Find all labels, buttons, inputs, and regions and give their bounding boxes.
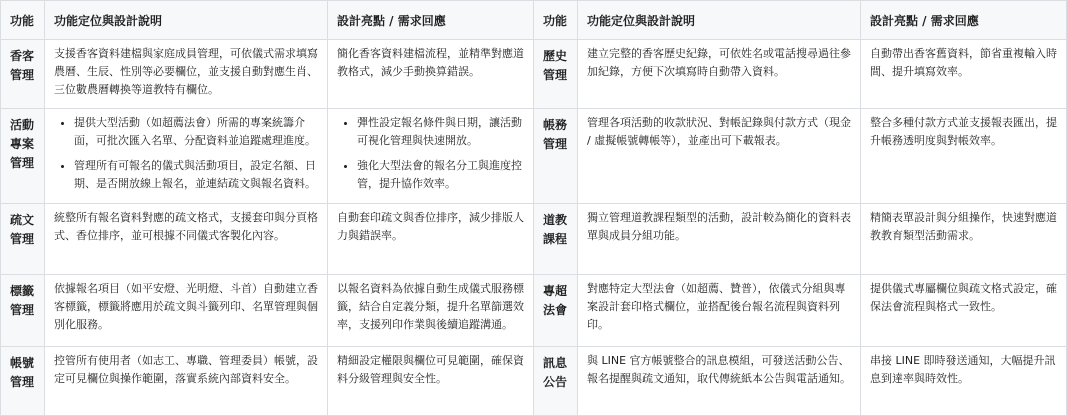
feature-highlight: 自動套印疏文與香位排序，減少排版人力與錯誤率。 bbox=[328, 204, 534, 275]
highlight-list bbox=[337, 114, 524, 193]
list-item: • 強化大型法會的報名分工與進度控管，提升協作效率。 bbox=[357, 157, 524, 193]
feature-description: 對應特定大型法會（如超薦、贊普），依儀式分組與專案設計套印格式欄位，並搭配後台報名流程與資料列印。 bbox=[578, 275, 861, 347]
header-description-left: 功能定位與設計說明 bbox=[45, 1, 328, 40]
feature-name: 帳務管理 bbox=[534, 109, 578, 204]
feature-name: 帳號管理 bbox=[1, 347, 45, 416]
header-feature-left: 功能 bbox=[1, 1, 45, 40]
list-item: • 管理所有可報名的儀式與活動項目，設定名額、日期、是否開放線上報名，並連結疏文與報名資料。 bbox=[74, 157, 318, 193]
feature-highlight bbox=[328, 109, 534, 204]
feature-description: 控管所有使用者（如志工、專職、管理委員）帳號，設定可見欄位與操作範圍，落實系統內部資料安全。 bbox=[45, 347, 328, 416]
header-feature-right: 功能 bbox=[534, 1, 578, 40]
table-row bbox=[1, 204, 1067, 275]
feature-name: 專超法會 bbox=[534, 275, 578, 347]
feature-description: 獨立管理道教課程類型的活動，設計較為簡化的資料表單與成員分組功能。 bbox=[578, 204, 861, 275]
header-highlight-left: 設計亮點 / 需求回應 bbox=[328, 1, 534, 40]
header-highlight-right: 設計亮點 / 需求回應 bbox=[861, 1, 1067, 40]
list-item: • 提供大型活動（如超薦法會）所需的專案統籌介面，可批次匯入名單、分配資料並追蹤處理進度。 bbox=[74, 114, 318, 150]
feature-name: 活動專案管理 bbox=[1, 109, 45, 204]
table-row bbox=[1, 109, 1067, 204]
header-row bbox=[1, 1, 1067, 40]
feature-name: 標籤管理 bbox=[1, 275, 45, 347]
description-list bbox=[54, 114, 318, 193]
feature-highlight: 簡化香客資料建檔流程，並精準對應道教格式，減少手動換算錯誤。 bbox=[328, 40, 534, 109]
feature-description: 與 LINE 官方帳號整合的訊息模組，可發送活動公告、報名提醒與疏文通知，取代傳統紙本公告與電話通知。 bbox=[578, 347, 861, 416]
feature-name: 歷史管理 bbox=[534, 40, 578, 109]
feature-description: 管理各項活動的收款狀況、對帳記錄與付款方式（現金 / 虛擬帳號轉帳等），並產出可下載報表。 bbox=[578, 109, 861, 204]
feature-name: 疏文管理 bbox=[1, 204, 45, 275]
feature-name: 香客管理 bbox=[1, 40, 45, 109]
feature-highlight: 精簡表單設計與分組操作，快速對應道教教育類型活動需求。 bbox=[861, 204, 1067, 275]
feature-highlight: 串接 LINE 即時發送通知，大幅提升訊息到達率與時效性。 bbox=[861, 347, 1067, 416]
feature-name: 訊息公告 bbox=[534, 347, 578, 416]
list-item: • 彈性設定報名條件與日期，讓活動可視化管理與快速開放。 bbox=[357, 114, 524, 150]
feature-name: 道教課程 bbox=[534, 204, 578, 275]
feature-description bbox=[45, 109, 328, 204]
feature-highlight: 自動帶出香客舊資料，節省重複輸入時間、提升填寫效率。 bbox=[861, 40, 1067, 109]
feature-highlight: 精細設定權限與欄位可見範圍，確保資料分級管理與安全性。 bbox=[328, 347, 534, 416]
feature-highlight: 提供儀式專屬欄位與疏文格式設定，確保法會流程與格式一致性。 bbox=[861, 275, 1067, 347]
feature-description: 統整所有報名資料對應的疏文格式，支援套印與分頁格式、香位排序，並可根據不同儀式客製化內容。 bbox=[45, 204, 328, 275]
header-description-right: 功能定位與設計說明 bbox=[578, 1, 861, 40]
feature-description: 支援香客資料建檔與家庭成員管理，可依儀式需求填寫農曆、生辰、性別等必要欄位，並支援自動對應生肖、三位數農曆轉換等道教特有欄位。 bbox=[45, 40, 328, 109]
feature-description: 依據報名項目（如平安燈、光明燈、斗首）自動建立香客標籤，標籤將應用於疏文與斗籤列印、名單管理與個別化服務。 bbox=[45, 275, 328, 347]
feature-highlight: 整合多種付款方式並支援報表匯出，提升帳務透明度與對帳效率。 bbox=[861, 109, 1067, 204]
feature-highlight: 以報名資料為依據自動生成儀式服務標籤，結合自定義分類，提升名單篩選效率，支援列印作業與後續追蹤溝通。 bbox=[328, 275, 534, 347]
table-row bbox=[1, 347, 1067, 416]
table-row bbox=[1, 275, 1067, 347]
feature-description: 建立完整的香客歷史紀錄，可依姓名或電話搜尋過往參加紀錄，方便下次填寫時自動帶入資料。 bbox=[578, 40, 861, 109]
table-row bbox=[1, 40, 1067, 109]
